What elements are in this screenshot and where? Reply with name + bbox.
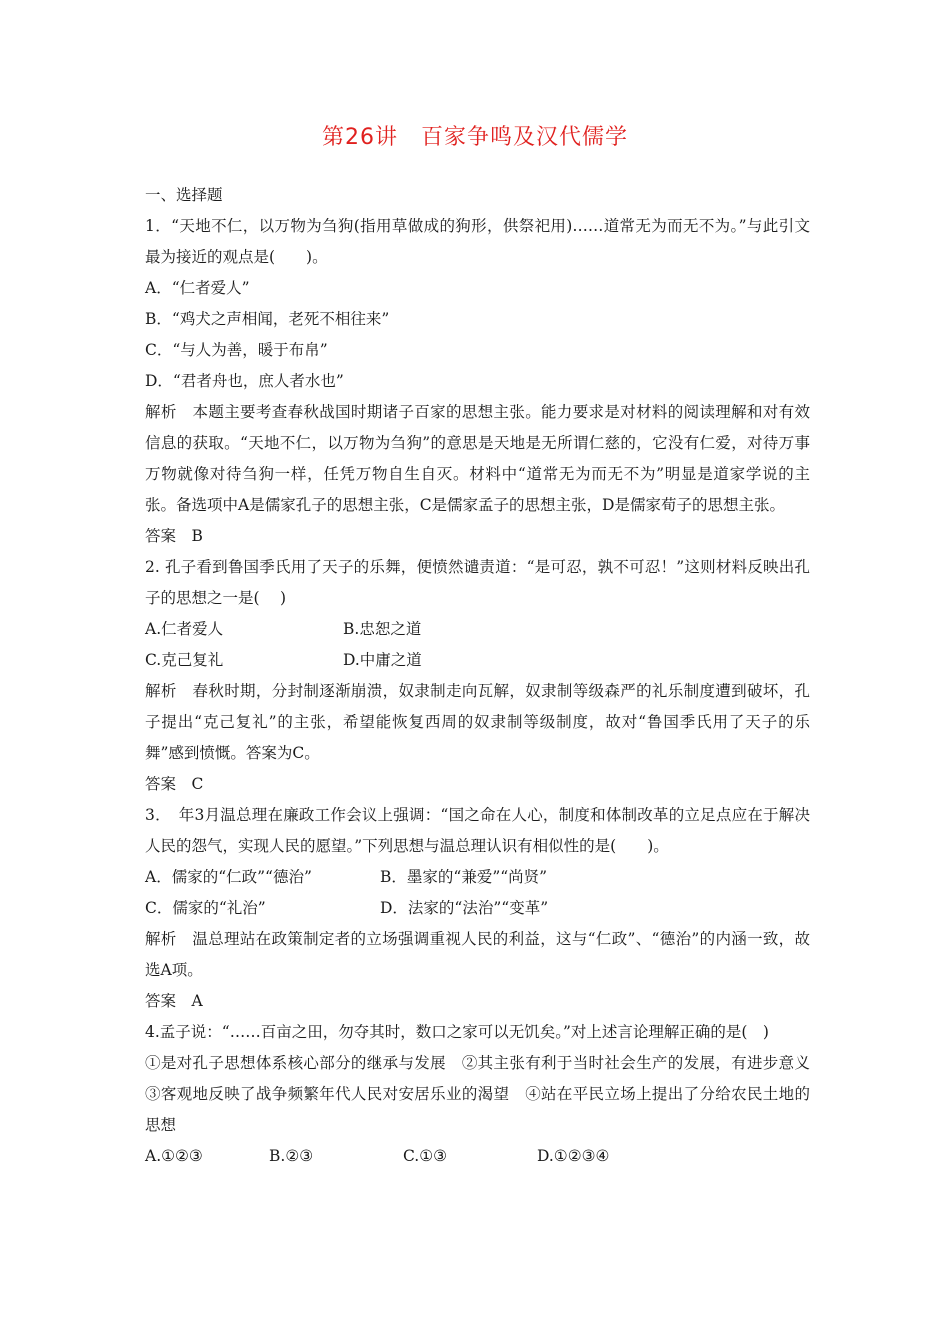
q3-answer: 答案 A xyxy=(145,992,203,1010)
q2-option-b: B.忠恕之道 xyxy=(343,620,422,638)
q1-option-c: C．“与人为善，暖于布帛” xyxy=(145,341,328,359)
q2-stem: 2. 孔子看到鲁国季氏用了天子的乐舞，便愤然谴责道：“是可忍，孰不可忍！”这则材料反映出孔子的思想之一是( ) xyxy=(145,558,810,607)
q3-option-d: D．法家的“法治”“变革” xyxy=(380,899,549,917)
q4-option-d: D.①②③④ xyxy=(537,1147,610,1165)
q4-option-c: C.①③ xyxy=(403,1147,448,1165)
q1-answer: 答案 B xyxy=(145,527,203,545)
page-title: 第26讲 百家争鸣及汉代儒学 xyxy=(322,125,628,150)
q4-option-a: A.①②③ xyxy=(145,1147,203,1165)
q3-option-a: A．儒家的“仁政”“德治” xyxy=(145,868,312,886)
q1-analysis: 解析 本题主要考查春秋战国时期诸子百家的思想主张。能力要求是对材料的阅读理解和对有效信息的获取。“天地不仁，以万物为刍狗”的意思是天地是无所谓仁慈的，它没有仁爱，对待万事万物就像对待刍狗一样，任凭万物自生自灭。材料中“道常无为而无不为”明显是道家学说的主张。备选项中A是儒家孔子的思想主张，C是儒家孟子的思想主张，D是儒家荀子的思想主张。 xyxy=(145,403,810,514)
document-body xyxy=(145,180,831,1172)
q3-option-c: C．儒家的“礼治” xyxy=(145,899,266,917)
q3-option-b: B．墨家的“兼爱”“尚贤” xyxy=(380,868,548,886)
q1-option-a: A．“仁者爱人” xyxy=(145,279,250,297)
q1-stem: 1．“天地不仁，以万物为刍狗(指用草做成的狗形，供祭祀用)……道常无为而无不为。”与此引文最为接近的观点是( )。 xyxy=(145,217,810,266)
section-heading: 一、选择题 xyxy=(145,186,223,204)
q2-option-c: C.克己复礼 xyxy=(145,651,224,669)
q2-option-d: D.中庸之道 xyxy=(343,651,422,669)
q3-options-row-1 xyxy=(145,862,810,893)
q2-options-row-1 xyxy=(145,614,810,645)
q4-options-row xyxy=(145,1141,810,1172)
q4-stem: 4.孟子说：“……百亩之田，勿夺其时，数口之家可以无饥矣。”对上述言论理解正确的是( ) xyxy=(145,1023,769,1041)
q4-statements: ①是对孔子思想体系核心部分的继承与发展 ②其主张有利于当时社会生产的发展，有进步意义 ③客观地反映了战争频繁年代人民对安居乐业的渴望 ④站在平民立场上提出了分给农民土地的思想 xyxy=(145,1054,831,1134)
q2-answer: 答案 C xyxy=(145,775,204,793)
q2-option-a: A.仁者爱人 xyxy=(145,620,224,638)
q4-option-b: B.②③ xyxy=(269,1147,314,1165)
q2-analysis: 解析 春秋时期，分封制逐渐崩溃，奴隶制走向瓦解，奴隶制等级森严的礼乐制度遭到破坏，孔子提出“克己复礼”的主张，希望能恢复西周的奴隶制等级制度，故对“鲁国季氏用了天子的乐舞”感到愤慨。答案为C。 xyxy=(145,682,810,762)
q1-option-b: B．“鸡犬之声相闻，老死不相往来” xyxy=(145,310,390,328)
q3-analysis: 解析 温总理站在政策制定者的立场强调重视人民的利益，这与“仁政”、“德治”的内涵一致，故选A项。 xyxy=(145,930,810,979)
q1-option-d: D．“君者舟也，庶人者水也” xyxy=(145,372,344,390)
q2-options-row-2 xyxy=(145,645,810,676)
q3-options-row-2 xyxy=(145,893,810,924)
q3-stem: 3． 年3月温总理在廉政工作会议上强调：“国之命在人心，制度和体制改革的立足点应在于解决人民的怨气，实现人民的愿望。”下列思想与温总理认识有相似性的是( )。 xyxy=(145,806,810,855)
